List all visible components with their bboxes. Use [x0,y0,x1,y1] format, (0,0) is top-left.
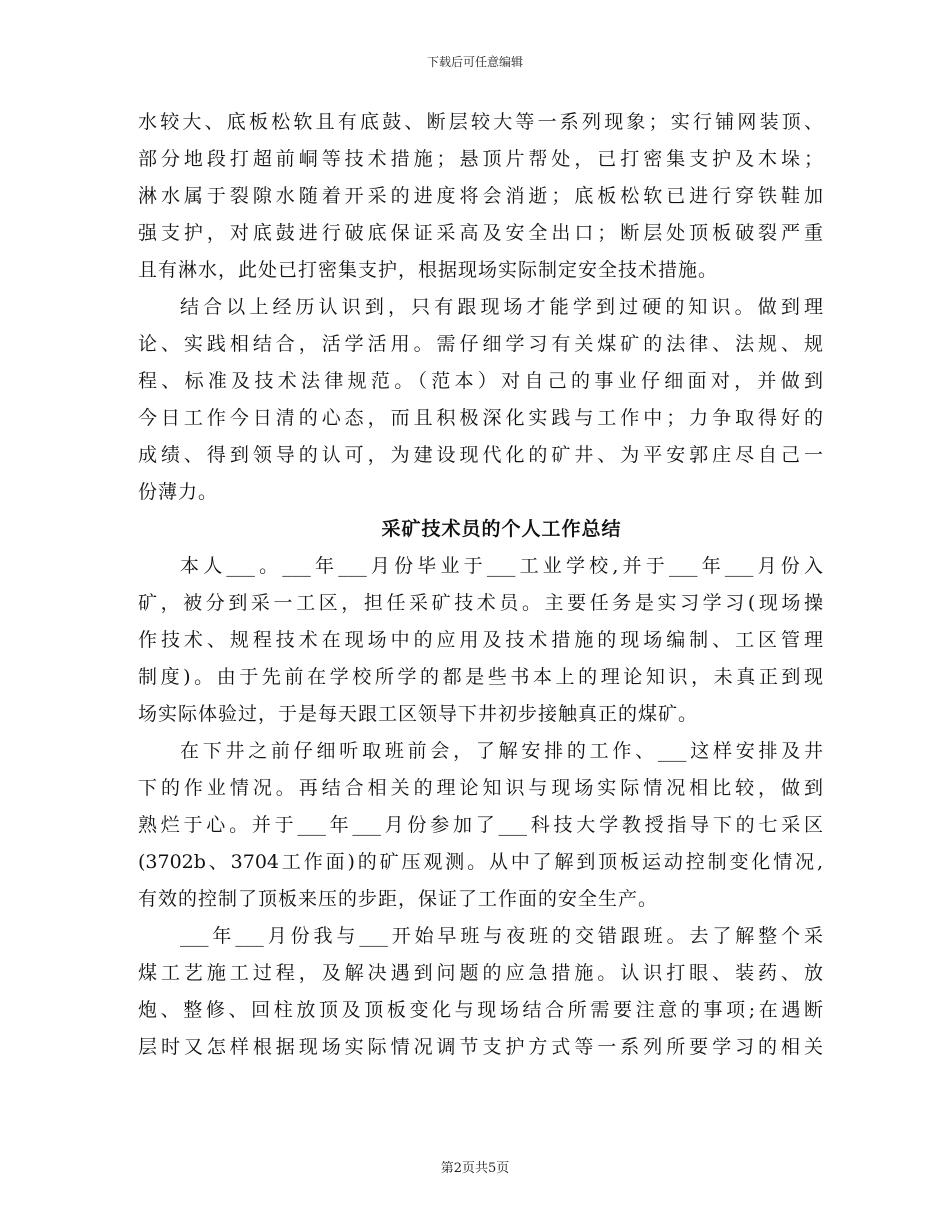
paragraph-line: 结合以上经历认识到，只有跟现场才能学到过硬的知识。做到理 [180,296,823,318]
paragraph-line: 层时又怎样根据现场实际情况调节支护方式等一系列所要学习的相关 [138,1036,823,1058]
paragraph-line: 矿，被分到采一工区，担任采矿技术员。主要任务是实习学习(现场操 [138,592,823,614]
paragraph-line: 水较大、底板松软且有底鼓、断层较大等一系列现象；实行铺网装顶、 [138,111,823,133]
section-title: 采矿技术员的个人工作总结 [381,518,622,540]
paragraph-line: 制度)。由于先前在学校所学的都是些书本上的理论知识，未真正到现 [138,666,823,688]
paragraph-line: 程、标准及技术法律规范。（范本）对自己的事业仔细面对，并做到 [138,370,823,392]
paragraph-line: 炮、整修、回柱放顶及顶板变化与现场结合所需要注意的事项;在遇断 [138,999,823,1021]
paragraph-line: (3702b、3704工作面)的矿压观测。从中了解到顶板运动控制变化情况, [138,851,823,873]
paragraph-line: 成绩、得到领导的认可，为建设现代化的矿井、为平安郭庄尽自己一 [138,444,823,466]
paragraph-line: 份薄力。 [138,481,219,503]
paragraph-line: 作技术、规程技术在现场中的应用及技术措施的现场编制、工区管理 [138,629,823,651]
page-header: 下载后可任意编辑 [426,55,523,69]
paragraph-line: 煤工艺施工过程，及解决遇到问题的应急措施。认识打眼、装药、放 [138,962,823,984]
paragraph-line: 熟烂于心。并于___年___月份参加了___科技大学教授指导下的七采区 [138,814,823,836]
paragraph-line: 下的作业情况。再结合相关的理论知识与现场实际情况相比较，做到 [138,777,823,799]
document-body [138,104,823,1066]
paragraph-line: 在下井之前仔细听取班前会，了解安排的工作、___这样安排及井 [180,740,823,762]
paragraph-line: ___年___月份我与___开始早班与夜班的交错跟班。去了解整个采 [180,925,823,947]
paragraph-line: 有效的控制了顶板来压的步距，保证了工作面的安全生产。 [138,888,659,910]
paragraph-line: 强支护，对底鼓进行破底保证采高及安全出口；断层处顶板破裂严重 [138,222,823,244]
paragraph-line: 场实际体验过，于是每天跟工区领导下井初步接触真正的煤矿。 [138,703,699,725]
paragraph-line: 本人___。___年___月份毕业于___工业学校,并于___年___月份入 [180,555,823,577]
paragraph-line: 淋水属于裂隙水随着开采的进度将会消逝；底板松软已进行穿铁鞋加 [138,185,823,207]
paragraph-line: 且有淋水，此处已打密集支护，根据现场实际制定安全技术措施。 [138,259,719,281]
paragraph-line: 论、实践相结合，活学活用。需仔细学习有关煤矿的法律、法规、规 [138,333,823,355]
paragraph-line: 今日工作今日清的心态，而且积极深化实践与工作中；力争取得好的 [138,407,823,429]
paragraph-line: 部分地段打超前峒等技术措施；悬顶片帮处，已打密集支护及木垛； [138,148,823,170]
page-footer: 第2页共5页 [440,1161,510,1176]
